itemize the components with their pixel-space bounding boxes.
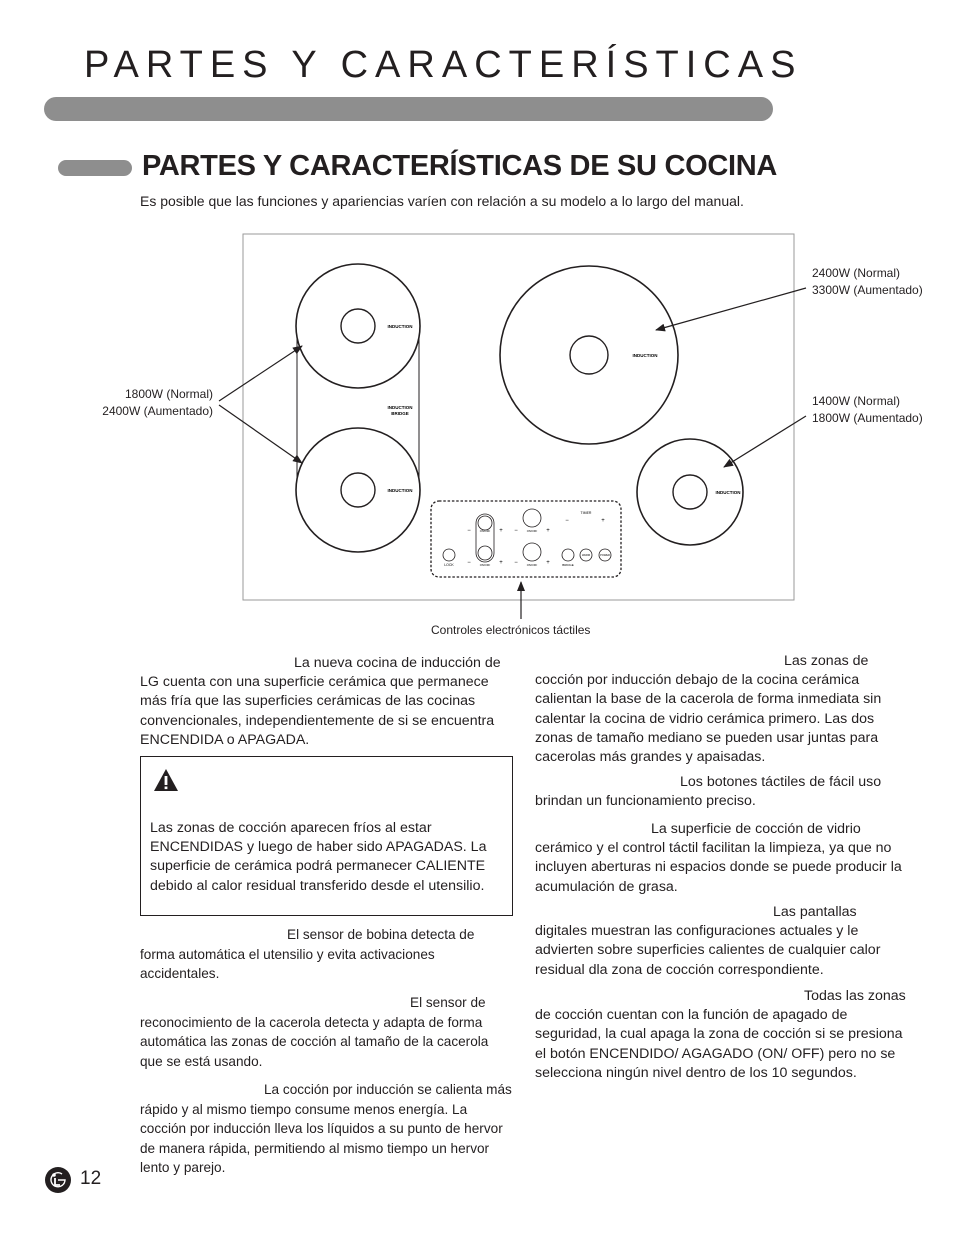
bridge-label-1: INDUCTION bbox=[387, 405, 413, 410]
header-title: PARTES Y CARACTERÍSTICAS bbox=[84, 44, 803, 86]
right-paragraph-1: Las zonas de cocción por inducción debajo de la cocina cerámica calientan la base de la cacerola de forma inmediata sin calentar la cocina de vidrio cerámica primero. Las dos zonas de tamaño mediano se pueden usar juntas para cacerolas más grandes y apaisadas. bbox=[535, 653, 882, 766]
svg-text:−: − bbox=[514, 528, 518, 534]
label-small-burner: 1400W (Normal) 1800W (Aumentado) bbox=[812, 394, 923, 425]
warning-icon bbox=[153, 768, 179, 792]
svg-text:−: − bbox=[565, 518, 569, 524]
burner-small-label: INDUCTION bbox=[715, 490, 741, 495]
burner-small bbox=[637, 439, 743, 545]
svg-text:−: − bbox=[467, 560, 471, 566]
svg-text:+: + bbox=[601, 518, 605, 524]
left-paragraph-1: La nueva cocina de inducción de LG cuenta con una superficie cerámica que permanece más fría que las superficies cerámicas de las cocinas convencionales, independientemente de si se encuentra ENCENDIDA o APAGADA. bbox=[140, 655, 501, 748]
lg-logo-icon bbox=[44, 1166, 72, 1194]
svg-text:LOCK: LOCK bbox=[444, 563, 454, 567]
right-paragraph-3: La superficie de cocción de vidrio cerámico y el control táctil facilitan la limpieza, ya que no incluyen aberturas ni espacios donde se puede producir la acumulación de grasa. bbox=[535, 821, 902, 895]
svg-text:+: + bbox=[546, 560, 550, 566]
left-paragraph-3: El sensor de reconocimiento de la cacerola detecta y adapta de forma automática las zonas de cocción al tamaño de la cacerola que se está usando. bbox=[140, 995, 489, 1069]
burner-left-top bbox=[296, 264, 420, 388]
label-controls: Controles electrónicos táctiles bbox=[431, 623, 591, 637]
right-paragraph-5: Todas las zonas de cocción cuentan con la función de apagado de seguridad, la cual apaga la zona de cocción si se presiona el botón ENCENDIDO/ AGAGADO (ON/ OFF) pero no se selecciona ningún nivel dentro de los 10 segundos. bbox=[535, 988, 906, 1081]
right-paragraph-2: Los botones táctiles de fácil uso brindan un funcionamiento preciso. bbox=[535, 774, 882, 810]
label-large-burner: 2400W (Normal) 3300W (Aumentado) bbox=[812, 266, 923, 297]
control-panel bbox=[431, 501, 621, 577]
burner-large bbox=[500, 266, 678, 444]
lock-key-icon bbox=[443, 549, 455, 561]
burner-left-bottom bbox=[296, 428, 420, 552]
svg-text:+: + bbox=[499, 560, 503, 566]
svg-text:BRIDGE: BRIDGE bbox=[562, 563, 574, 567]
svg-text:−: − bbox=[467, 528, 471, 534]
section-title: PARTES Y CARACTERÍSTICAS DE SU COCINA bbox=[142, 150, 778, 182]
section-subtitle: Es posible que las funciones y apariencias varíen con relación a su modelo a lo largo del manual. bbox=[140, 193, 744, 209]
left-paragraph-4: La cocción por inducción se calienta más rápido y al mismo tiempo consume menos energía. La cocción por inducción lleva los líquidos a su punto de hervor de manera rápida, permitiendo al mismo tiempo un hervor lento y parejo. bbox=[140, 1082, 512, 1176]
svg-text:ON/OFF: ON/OFF bbox=[526, 529, 538, 533]
svg-text:TIMER: TIMER bbox=[580, 511, 592, 515]
svg-text:+: + bbox=[546, 528, 550, 534]
label-left-burners: 1800W (Normal) 2400W (Aumentado) bbox=[102, 387, 213, 418]
bridge-label-2: BRIDGE bbox=[391, 411, 409, 416]
page-number: 12 bbox=[80, 1168, 102, 1189]
right-paragraph-4: Las pantallas digitales muestran las configuraciones actuales y le advierten sobre superficies calientes de cualquier calor residual dla zona de cocción correspondiente. bbox=[535, 904, 881, 978]
burner-left-bottom-label: INDUCTION bbox=[387, 488, 413, 493]
svg-text:−: − bbox=[514, 560, 518, 566]
burner-large-label: INDUCTION bbox=[632, 353, 658, 358]
svg-text:ON/OFF: ON/OFF bbox=[479, 529, 491, 533]
svg-text:WARM: WARM bbox=[581, 554, 591, 557]
svg-text:ON/OFF: ON/OFF bbox=[479, 563, 491, 567]
caution-text: Las zonas de cocción aparecen fríos al estar ENCENDIDAS y luego de haber sido APAGADAS. La superficie de cerámica podrá permanecer CALIENTE debido al calor residual transferido desde el utensilio. bbox=[150, 820, 487, 894]
caution-box bbox=[140, 756, 513, 916]
svg-text:ON/OFF: ON/OFF bbox=[526, 563, 538, 567]
left-paragraph-2: El sensor de bobina detecta de forma automática el utensilio y evita activaciones accidentales. bbox=[140, 927, 475, 982]
burner-left-top-label: INDUCTION bbox=[387, 324, 413, 329]
svg-text:+: + bbox=[499, 528, 503, 534]
svg-text:POWER: POWER bbox=[600, 554, 610, 557]
